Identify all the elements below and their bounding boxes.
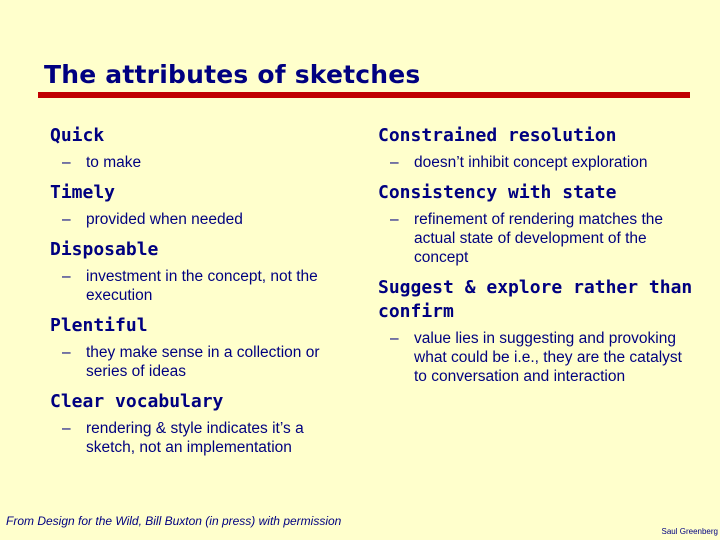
- detail-text: investment in the concept, not the execution: [86, 268, 318, 304]
- bullet-dash: –: [62, 211, 71, 228]
- title-underline: [38, 92, 690, 98]
- author-footer: Saul Greenberg: [661, 527, 718, 536]
- attribute-heading-clear-vocabulary: Clear vocabulary: [50, 391, 224, 412]
- attribute-detail-consistency-with-state: [378, 210, 696, 267]
- slide-title: The attributes of sketches: [44, 60, 421, 89]
- bullet-dash: –: [390, 154, 399, 171]
- detail-text: rendering & style indicates it’s a sketch, not an implementation: [86, 420, 304, 456]
- detail-text: to make: [86, 154, 142, 171]
- source-credit: From Design for the Wild, Bill Buxton (in press) with permission: [6, 514, 342, 528]
- attribute-detail-constrained-resolution: [378, 153, 696, 172]
- attribute-detail-quick: [50, 153, 350, 172]
- detail-text: they make sense in a collection or series of ideas: [86, 344, 320, 380]
- attribute-heading-suggest-and-explore: Suggest & explore rather than confirm: [378, 277, 693, 322]
- bullet-dash: –: [62, 154, 71, 171]
- attribute-heading-plentiful: Plentiful: [50, 315, 148, 336]
- left-column: [50, 124, 350, 466]
- attribute-detail-plentiful: [50, 343, 350, 381]
- bullet-dash: –: [390, 330, 399, 347]
- detail-text: value lies in suggesting and provoking what could be i.e., they are the catalyst to conversation and interaction: [414, 330, 682, 385]
- right-column: [378, 124, 696, 395]
- bullet-dash: –: [62, 420, 71, 437]
- bullet-dash: –: [62, 268, 71, 285]
- attribute-heading-timely: Timely: [50, 182, 116, 203]
- attribute-heading-disposable: Disposable: [50, 239, 159, 260]
- attribute-heading-constrained-resolution: Constrained resolution: [378, 125, 617, 146]
- attribute-detail-suggest-and-explore: [378, 329, 696, 386]
- detail-text: provided when needed: [86, 211, 243, 228]
- bullet-dash: –: [62, 344, 71, 361]
- attribute-detail-clear-vocabulary: [50, 419, 350, 457]
- detail-text: refinement of rendering matches the actual state of development of the concept: [414, 211, 663, 266]
- attribute-heading-quick: Quick: [50, 125, 105, 146]
- detail-text: doesn’t inhibit concept exploration: [414, 154, 648, 171]
- attribute-detail-timely: [50, 210, 350, 229]
- attribute-heading-consistency-with-state: Consistency with state: [378, 182, 617, 203]
- bullet-dash: –: [390, 211, 399, 228]
- attribute-detail-disposable: [50, 267, 350, 305]
